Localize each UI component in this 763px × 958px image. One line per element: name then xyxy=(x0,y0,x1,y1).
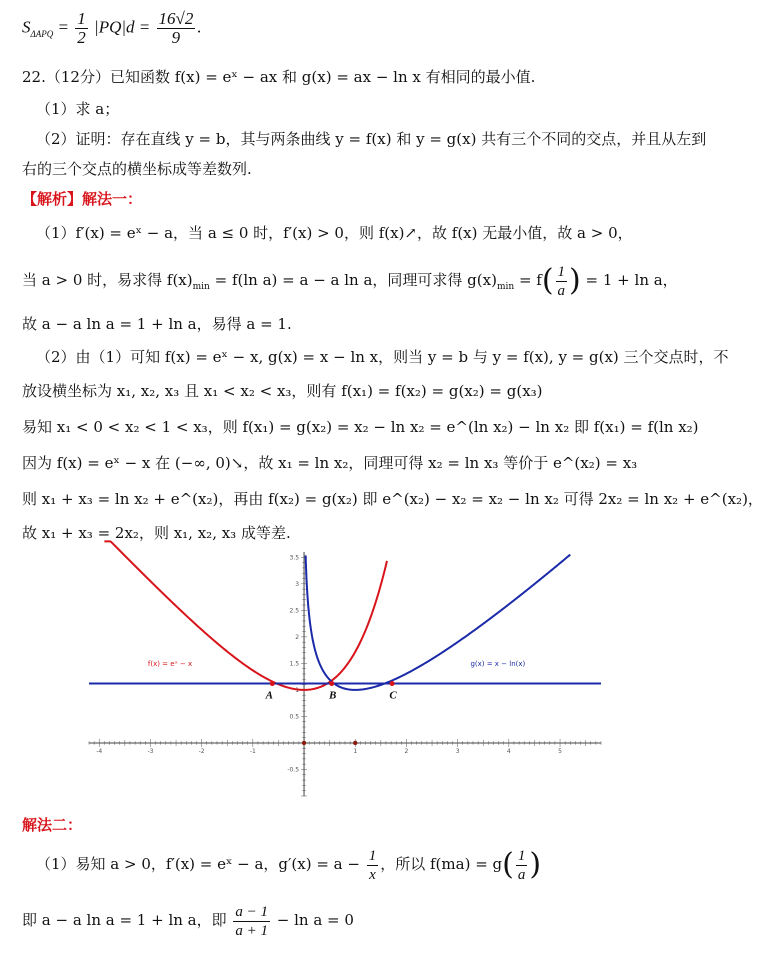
x-tick-label: -4 xyxy=(96,747,103,755)
point-C xyxy=(390,681,395,686)
solution-step-2: 当 a > 0 时，易求得 $f(x)_{min} = f(\ln$ a) = a − a ln a，同理可求得 $g(x)_{min} = f$( $\frac{1}{a}$ ) = 1 + ln a， xyxy=(22,263,678,299)
x-tick-label: -2 xyxy=(198,747,205,755)
y-tick-label: 1.5 xyxy=(289,660,300,668)
point-label-C: C xyxy=(389,689,397,702)
solution-step-8: 则 x₁ + x₃ = ln x₂ + e^(x₂)，再由 f(x₂) = g(x₂) 即 e^(x₂) − x₂ = x₂ − ln x₂ 可得 2x₂ = ln x₂ + e^(x₂)， xyxy=(22,490,763,508)
axes xyxy=(89,552,601,796)
area-formula: $S_{\Delta APQ}$ = $\frac{1}{2}$ |PQ|d = $\frac{16√2}{9}$ . xyxy=(22,9,202,47)
f-curve-label: f(x) = eˣ − x xyxy=(147,660,193,669)
method-2-step-1: （1）易知 a > 0，f′(x) = eˣ − a，g′(x) = a − $\frac{1}{x}$ ，所以 f(ma) = g( $\frac{1}{a}$ ) xyxy=(36,847,542,883)
solution-step-9: 故 x₁ + x₃ = 2x₂，则 x₁, x₂, x₃ 成等差. xyxy=(22,524,291,542)
analysis-heading: 【解析】解法一： xyxy=(22,190,143,208)
y-tick-label: -0.5 xyxy=(287,766,300,774)
curves xyxy=(89,541,601,690)
function-graph xyxy=(85,548,605,800)
point-A xyxy=(270,681,275,686)
solution-step-5: 放设横坐标为 x₁, x₂, x₃ 且 x₁ < x₂ < x₃，则有 f(x₁) = f(x₂) = g(x₂) = g(x₃) xyxy=(22,382,543,400)
y-tick-label: 3 xyxy=(295,580,300,588)
x-tick-label: 4 xyxy=(506,747,511,755)
point-label-A: A xyxy=(265,689,273,702)
solution-step-4: （2）由（1）可知 f(x) = eˣ − x, g(x) = x − ln x，则当 y = b 与 y = f(x), y = g(x) 三个交点时，不 xyxy=(36,348,729,366)
y-tick-label: 0.5 xyxy=(289,713,300,721)
curve-xlnx xyxy=(306,555,571,690)
method-2-step-2: 即 a − a ln a = 1 + ln a，即 $\frac{a - 1}{a + 1}$ − ln a = 0 xyxy=(22,903,354,939)
y-tick-label: 2.5 xyxy=(289,607,300,615)
x-tick-label: -3 xyxy=(147,747,154,755)
point-label-B: B xyxy=(329,689,337,702)
question-22-part2: （2）证明：存在直线 y = b，其与两条曲线 y = f(x) 和 y = g(x) 共有三个不同的交点，并且从左到 xyxy=(36,130,707,148)
point-marks xyxy=(265,681,398,745)
x-tick-label: 1 xyxy=(353,747,358,755)
x-tick-label: 5 xyxy=(558,747,562,755)
x-tick-label: 3 xyxy=(455,747,460,755)
question-22-part1: （1）求 a； xyxy=(36,100,120,118)
curve-expxx xyxy=(104,541,387,690)
x-tick-label: -1 xyxy=(249,747,256,755)
y-tick-label: 2 xyxy=(295,633,300,641)
solution-step-1: （1）f′(x) = eˣ − a，当 a ≤ 0 时，f′(x) > 0，则 f(x)↗，故 f(x) 无最小值，故 a > 0， xyxy=(36,224,633,242)
question-22-part2-cont: 右的三个交点的横坐标成等差数列. xyxy=(22,160,252,178)
question-22: 22.（12分）已知函数 f(x) = eˣ − ax 和 g(x) = ax − ln x 有相同的最小值. xyxy=(22,68,536,86)
solution-step-3: 故 a − a ln a = 1 + ln a，易得 a = 1. xyxy=(22,315,292,333)
axis-marker xyxy=(353,741,357,745)
y-tick-label: 3.5 xyxy=(289,554,300,562)
g-curve-label: g(x) = x − ln(x) xyxy=(470,660,526,669)
y-tick-label: 1 xyxy=(295,686,300,694)
solution-step-7: 因为 f(x) = eˣ − x 在 (−∞, 0)↘，故 x₁ = ln x₂，同理可得 x₂ = ln x₃ 等价于 e^(x₂) = x₃ xyxy=(22,454,638,472)
axis-marker xyxy=(302,741,306,745)
solution-step-6: 易知 x₁ < 0 < x₂ < 1 < x₃，则 f(x₁) = g(x₂) = x₂ − ln x₂ = e^(ln x₂) − ln x₂ 即 f(x₁) = f(ln x₂) xyxy=(22,418,699,436)
x-tick-label: 2 xyxy=(404,747,409,755)
point-B xyxy=(329,681,334,686)
method-2-heading: 解法二： xyxy=(22,816,83,834)
